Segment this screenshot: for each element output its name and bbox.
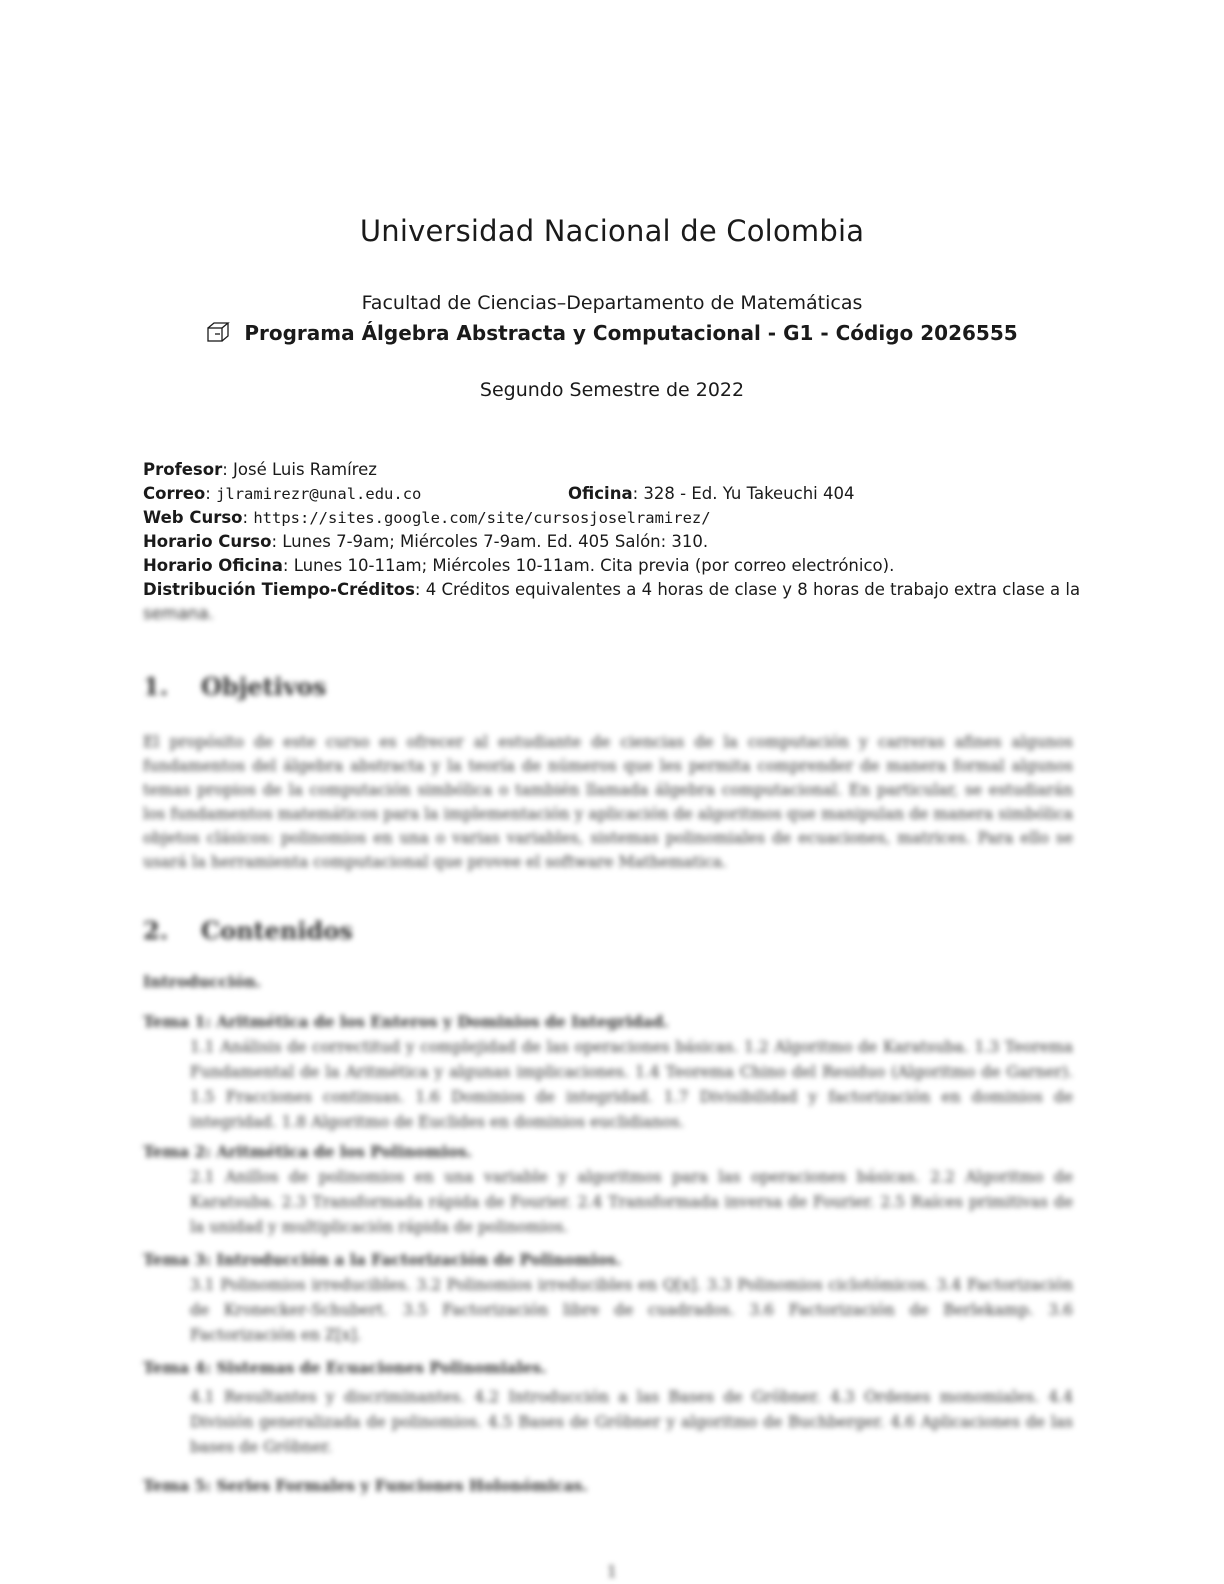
topic-title: Tema 5: Series Formales y Funciones Holonómicas. (143, 1476, 588, 1495)
program-title: Programa Álgebra Abstracta y Computacional - G1 - Código 2026555 (244, 321, 1018, 345)
section-title: Contenidos (201, 916, 353, 945)
email-row: Correo: jlramirezr@unal.edu.co (143, 484, 422, 503)
topic-body: 3.1 Polinomios irreducibles. 3.2 Polinomios irreducibles en Q[x]. 3.3 Polinomios ciclotómicos. 3.4 Factorización de Kronecker-Schubert. 3.5 Factorización libre de cuadrados. 3.6 Factorización de Berlekamp. 3.6 Factorización en Z[x]. (190, 1276, 1073, 1344)
office-row: Oficina: 328 - Ed. Yu Takeuchi 404 (568, 484, 855, 503)
page-number: 1 (606, 1562, 618, 1581)
distribution-label: Distribución Tiempo-Créditos (143, 580, 415, 599)
topic-title: Tema 4: Sistemas de Ecuaciones Polinomiales. (143, 1358, 547, 1377)
professor-name: José Luis Ramírez (233, 460, 377, 479)
semester-line: Segundo Semestre de 2022 (479, 379, 745, 401)
topic-title: Tema 1: Aritmética de los Enteros y Dominios de Integridad. (143, 1012, 669, 1031)
email-address[interactable]: jlramirezr@unal.edu.co (216, 485, 422, 503)
section-number: 1. (143, 672, 169, 701)
office-hours-label: Horario Oficina (143, 556, 283, 575)
web-link[interactable]: https://sites.google.com/site/cursosjoselramirez/ (253, 509, 711, 527)
section-title: Objetivos (201, 672, 327, 701)
distribution-row: Distribución Tiempo-Créditos: 4 Créditos equivalentes a 4 horas de clase y 8 horas de trabajo extra clase a la (143, 580, 1081, 599)
cube-icon (206, 321, 236, 343)
topic-body: 4.1 Resultantes y discriminantes. 4.2 Introducción a las Bases de Gröbner. 4.3 Órdenes monomiales. 4.4 División generalizada de polinomios. 4.5 Bases de Gröbner y algoritmo de Buchberger. 4.6 Aplicaciones de las bases de Gröbner. (190, 1388, 1073, 1456)
distribution-continuation: semana. (143, 604, 214, 623)
topic-body: 2.1 Anillos de polinomios en una variable y algoritmos para las operaciones básicas. 2.2 Algoritmo de Karatsuba. 2.3 Transformada rápida de Fourier. 2.4 Transformada inversa de Fourier. 2.5 Raíces primitivas de la unidad y multiplicación rápida de polinomios. (190, 1168, 1073, 1236)
university-title: Universidad Nacional de Colombia (359, 214, 865, 248)
professor-row: Profesor: José Luis Ramírez (143, 460, 377, 479)
objectives-paragraph: El propósito de este curso es ofrecer al estudiante de ciencias de la computación y carreras afines algunos fundamentos del álgebra abstracta y la teoría de números que les permita comprender de manera formal algunos temas propios de la computación simbólica o también llamada álgebra computacional. En particular, se estudiarán los fundamentos matemáticos para la implementación y aplicación de algoritmos que manipulan de manera simbólica objetos clásicos: polinomios en una o varias variables, sistemas polinomiales de ecuaciones, matrices. Para ello se usará la herramienta computacional que provee el software Mathematica. (143, 733, 1073, 871)
distribution-text: 4 Créditos equivalentes a 4 horas de clase y 8 horas de trabajo extra clase a la (425, 580, 1081, 599)
topic-title: Tema 3: Introducción a la Factorización de Polinomios. (143, 1250, 622, 1269)
schedule-text: Lunes 7-9am; Miércoles 7-9am. Ed. 405 Salón: 310. (282, 532, 709, 551)
introduction-label: Introducción. (143, 972, 262, 991)
section-heading-objectives (143, 672, 326, 701)
email-label: Correo (143, 484, 206, 503)
web-label: Web Curso (143, 508, 243, 527)
section-heading-contents (143, 916, 353, 945)
section-number: 2. (143, 916, 169, 945)
office-label: Oficina (568, 484, 633, 503)
schedule-label: Horario Curso (143, 532, 272, 551)
program-line (0, 321, 1224, 345)
schedule-row: Horario Curso: Lunes 7-9am; Miércoles 7-9am. Ed. 405 Salón: 310. (143, 532, 709, 551)
faculty-line: Facultad de Ciencias–Departamento de Matemáticas (361, 292, 863, 314)
web-row: Web Curso: https://sites.google.com/site/cursosjoselramirez/ (143, 508, 711, 527)
office-hours-row: Horario Oficina: Lunes 10-11am; Miércoles 10-11am. Cita previa (por correo electrónico). (143, 556, 895, 575)
office-hours-text: Lunes 10-11am; Miércoles 10-11am. Cita previa (por correo electrónico). (293, 556, 895, 575)
office-location: 328 - Ed. Yu Takeuchi 404 (643, 484, 855, 503)
topic-title: Tema 2: Aritmética de los Polinomios. (143, 1142, 472, 1161)
professor-label: Profesor (143, 460, 223, 479)
topic-body: 1.1 Análisis de correctitud y complejidad de las operaciones básicas. 1.2 Algoritmo de Karatsuba. 1.3 Teorema Fundamental de la Aritmética y algunas implicaciones. 1.4 Teorema Chino del Residuo (Algoritmo de Garner). 1.5 Fracciones continuas. 1.6 Dominios de integridad. 1.7 Divisibilidad y factorización en dominios de integridad. 1.8 Algoritmo de Euclides en dominios euclidianos. (190, 1038, 1073, 1131)
